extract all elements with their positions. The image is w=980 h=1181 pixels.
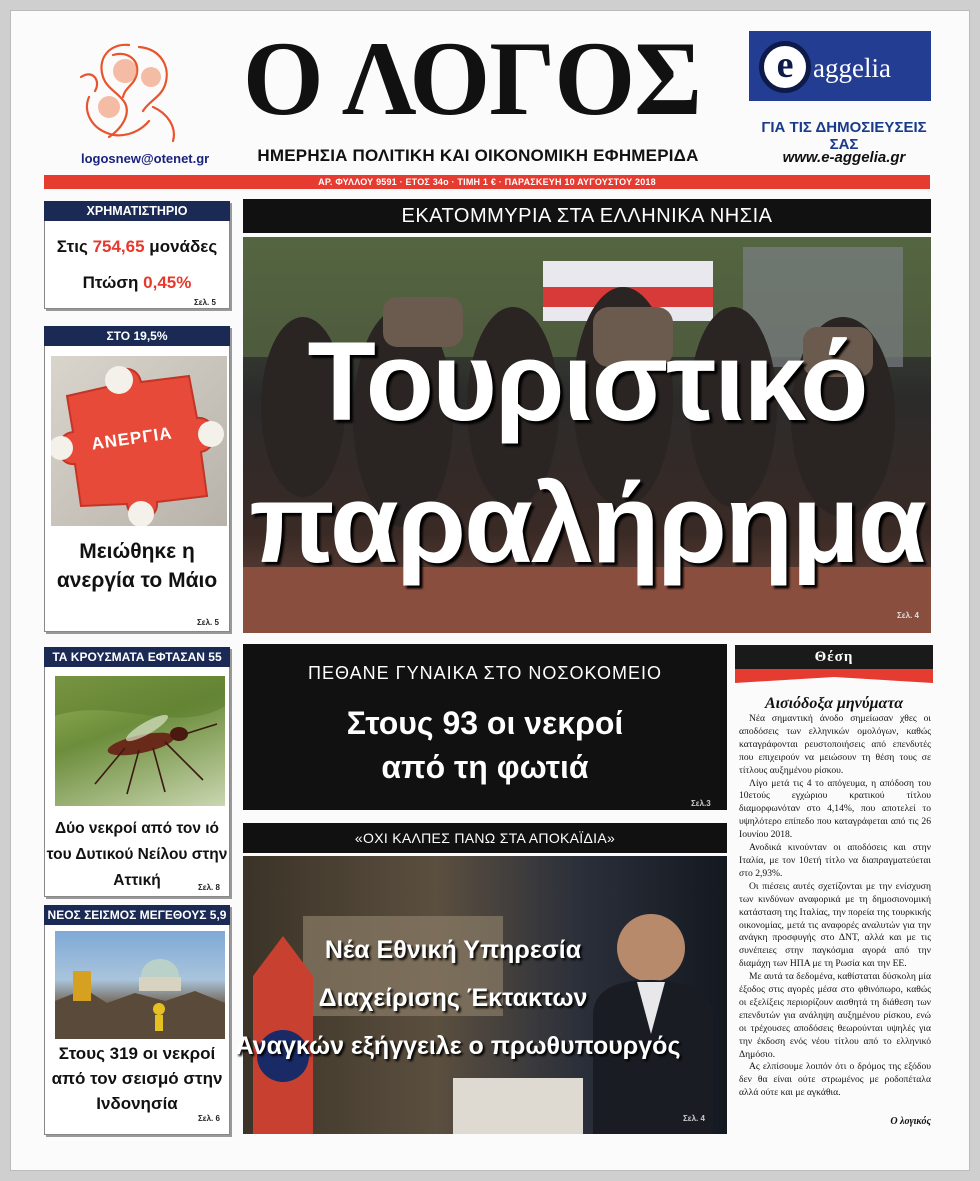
editorial-paragraph: Ας ελπίσουμε λοιπόν ότι ο δρόμος της εξόδου δεν θα είναι ούτε στρωμένος με ροδοπέταλα αλλά ούτε και με αγκάθια. xyxy=(739,1061,931,1099)
earthquake-image xyxy=(55,931,225,1039)
newspaper-front-page xyxy=(10,10,970,1171)
editorial-paragraph: Οι πιέσεις αυτές σχετίζονται με την ενίσχυση των κινδύνων αναφορικά με τη δημοσιονομική κατάσταση της Ιταλίας, την πορεία της τουρκικής οικονομίας, μετά τις αναφορές αναλυτών για την ανάγκη προσφυγής στο ΔΝΤ, αλλά και με τις συνέπειες στην παγκόσμια αγορά από την διαμάχη των ΗΠΑ με τη Ρωσία και την ΕΕ. xyxy=(739,880,931,970)
west-nile-headline: Δύο νεκροί από τον ιό του Δυτικού Νείλου στην Αττική xyxy=(46,820,228,889)
earthquake-header: ΝΕΟΣ ΣΕΙΣΜΟΣ ΜΕΓΕΘΟΥΣ 5,9 xyxy=(44,905,230,925)
editorial-paragraph: Νέα σημαντική άνοδο σημείωσαν χθες οι αποδόσεις των ελληνικών ομολόγων, καθώς καταγράφονται ρευστοποιήσεις από επενδυτές που επιχειρούν να μειώσουν τη θέση τους σε τίτλους αυξημένου ρίσκου. xyxy=(739,713,931,776)
main-story-page-ref: Σελ. 4 xyxy=(897,611,919,620)
editorial-section-label: Θέση xyxy=(814,649,854,665)
editorial-signature: Ο λογικός xyxy=(890,1116,931,1127)
west-nile-header: ΤΑ ΚΡΟΥΣΜΑΤΑ ΕΦΤΑΣΑΝ 55 xyxy=(44,647,230,667)
stock-drop-line: Πτώση 0,45% xyxy=(82,273,192,292)
editorial-paragraph: Ανοδικά κινούνταν οι αποδόσεις και στην Ιταλία, με τον 10ετή τίτλο να διαπραγματεύεται στο 2,93%. xyxy=(739,842,931,879)
eaggelia-tagline: ΓΙΑ ΤΙΣ ΔΗΜΟΣΙΕΥΣΕΙΣ ΣΑΣ xyxy=(761,119,927,153)
fire-story-page-ref: Σελ.3 xyxy=(691,799,711,808)
faces-logo-icon xyxy=(69,37,189,149)
issue-info: ΑΡ. ΦΥΛΛΟΥ 9591 · ΕΤΟΣ 34ο · ΤΙΜΗ 1 € · ΠΑΡΑΣΚΕΥΗ 10 ΑΥΓΟΥΣΤΟΥ 2018 xyxy=(318,177,656,187)
mosquito-icon xyxy=(55,676,225,806)
editorial-paragraph: Λίγο μετά τις 4 το απόγευμα, η απόδοση του 10ετούς εγχώριου κρατικού τίτλου διαμορφωνόταν στο 4,14%, που αποτελεί το υψηλότερο επίπεδο που καταγράφεται από τις 26 Ιουνίου 2018. xyxy=(739,777,931,841)
pm-story-banner: «ΟΧΙ ΚΑΛΠΕΣ ΠΑΝΩ ΣΤΑ ΑΠΟΚΑΪΔΙΑ» xyxy=(243,823,727,853)
eaggelia-url[interactable]: www.e-aggelia.gr xyxy=(782,149,906,166)
stock-index-value: 754,65 xyxy=(92,237,145,256)
stock-page-ref: Σελ. 5 xyxy=(194,298,216,307)
earthquake-headline: Στους 319 οι νεκροί από τον σεισμό στην Ινδονησία xyxy=(51,1044,223,1113)
pm-story-page-ref: Σελ. 4 xyxy=(683,1114,705,1123)
contact-email: logosnew@otenet.gr xyxy=(81,151,210,166)
west-nile-page-ref: Σελ. 8 xyxy=(198,883,220,892)
eaggelia-wordmark: aggelia xyxy=(813,53,891,83)
unemployment-puzzle-label: ΑΝΕΡΓΙΑ xyxy=(90,423,174,454)
mosque-ruins-icon xyxy=(55,931,225,1039)
newspaper-subtitle: ΗΜΕΡΗΣΙΑ ΠΟΛΙΤΙΚΗ ΚΑΙ ΟΙΚΟΝΟΜΙΚΗ ΕΦΗΜΕΡΙΔΑ xyxy=(257,146,699,165)
unemployment-headline: Μειώθηκε η ανεργία το Μάιο xyxy=(56,540,218,592)
unemployment-header: ΣΤΟ 19,5% xyxy=(44,326,230,346)
main-story-headline: Τουριστικό παραλήρημα xyxy=(249,319,925,586)
editorial-body xyxy=(739,713,931,1100)
fire-story-headline: Στους 93 οι νεκροί από τη φωτιά xyxy=(346,705,624,785)
earthquake-page-ref: Σελ. 6 xyxy=(198,1114,220,1123)
editorial-paragraph: Με αυτά τα δεδομένα, καθίσταται δύσκολη μία έξοδος στις αγορές μέσα στο φθινόπωρο, καθώς οι εξελίξεις περιορίζουν αισθητά τη διάθεση των επενδυτών για ανάληψη αυξημένου ρίσκου, ενώ οι τρέχουσες αποδόσεις θεωρούνται υψηλές για την έκδοση ενός νέου τίτλου από το ελληνικό Δημόσιο. xyxy=(739,971,931,1060)
pm-story-headline: Νέα Εθνική Υπηρεσία Διαχείρισης Έκτακτων Αναγκών εξήγγειλε ο πρωθυπουργός xyxy=(235,936,681,1060)
stock-index-line: Στις 754,65 μονάδες xyxy=(56,237,218,256)
editorial-title: Αισιόδοξα μηνύματα xyxy=(764,695,904,712)
fire-story-kicker: ΠΕΘΑΝΕ ΓΥΝΑΙΚΑ ΣΤΟ ΝΟΣΟΚΟΜΕΙΟ xyxy=(307,663,663,683)
newspaper-title: Ο ΛΟΓΟΣ xyxy=(242,20,702,137)
unemployment-page-ref: Σελ. 5 xyxy=(197,618,219,627)
mosquito-image xyxy=(55,676,225,806)
main-story-banner: ΕΚΑΤΟΜΜΥΡΙΑ ΣΤΑ ΕΛΛΗΝΙΚΑ ΝΗΣΙΑ xyxy=(243,199,931,233)
editorial-ribbon-icon xyxy=(735,669,933,683)
stock-market-header: ΧΡΗΜΑΤΙΣΤΗΡΙΟ xyxy=(44,201,230,221)
eaggelia-logo-icon: e xyxy=(759,41,811,93)
stock-drop-value: 0,45% xyxy=(143,273,192,292)
